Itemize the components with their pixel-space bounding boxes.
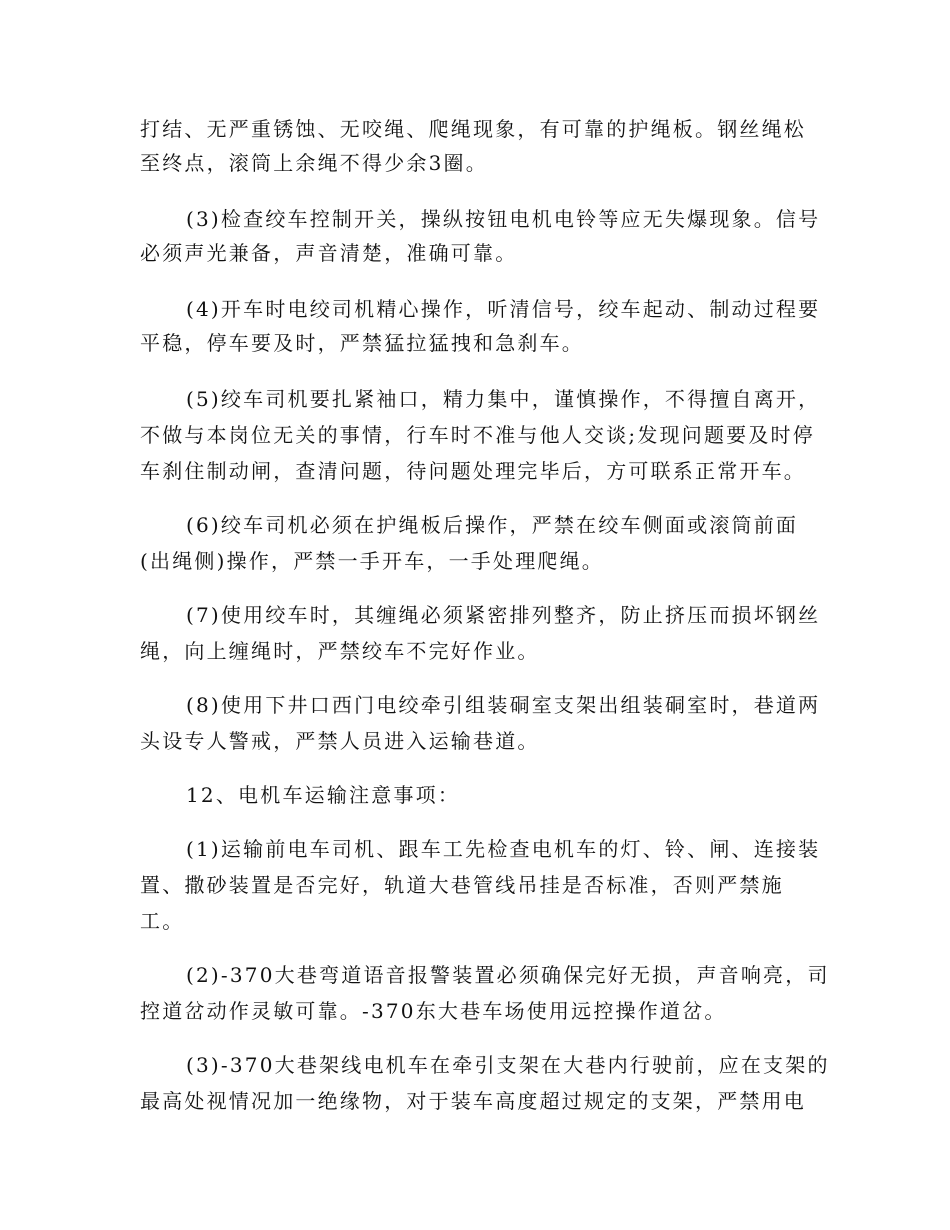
text-line: (1)运输前电车司机、跟车工先检查电机车的灯、铃、闸、连接装	[186, 837, 821, 861]
text-line: (4)开车时电绞司机精心操作，听清信号，绞车起动、制动过程要	[186, 297, 821, 321]
text-line: (7)使用绞车时，其缠绳必须紧密排列整齐，防止挤压而损坏钢丝	[186, 603, 821, 627]
text-line: 不做与本岗位无关的事情，行车时不准与他人交谈;发现问题要及时停	[140, 423, 815, 447]
text-line: (出绳侧)操作，严禁一手开车，一手处理爬绳。	[140, 549, 605, 573]
text-line: (3)-370大巷架线电机车在牵引支架在大巷内行驶前，应在支架的	[186, 1053, 830, 1077]
text-line: 车刹住制动闸，查清问题，待问题处理完毕后，方可联系正常开车。	[140, 459, 806, 483]
text-line: 控道岔动作灵敏可靠。-370东大巷车场使用远控操作道岔。	[140, 999, 727, 1023]
text-line: 头设专人警戒，严禁人员进入运输巷道。	[140, 729, 540, 753]
text-line: 工。	[140, 909, 185, 933]
text-line: 至终点，滚筒上余绳不得少余3圈。	[140, 151, 488, 175]
text-line: 置、撒砂装置是否完好，轨道大巷管线吊挂是否标准，否则严禁施	[140, 873, 784, 897]
text-line: (5)绞车司机要扎紧袖口，精力集中，谨慎操作，不得擅自离开，	[186, 387, 821, 411]
text-line: (3)检查绞车控制开关，操纵按钮电机电铃等应无失爆现象。信号	[186, 207, 821, 231]
text-line: (2)-370大巷弯道语音报警装置必须确保完好无损，声音响亮，司	[186, 963, 830, 987]
section-heading: 12、电机车运输注意事项：	[186, 783, 461, 807]
text-line: 必须声光兼备，声音清楚，准确可靠。	[140, 241, 518, 265]
text-line: (8)使用下井口西门电绞牵引组装硐室支架出组装硐室时，巷道两	[186, 693, 821, 717]
text-line: 打结、无严重锈蚀、无咬绳、爬绳现象，有可靠的护绳板。钢丝绳松	[140, 117, 806, 141]
text-line: 平稳，停车要及时，严禁猛拉猛拽和急刹车。	[140, 331, 584, 355]
text-line: 最高处视情况加一绝缘物，对于装车高度超过规定的支架，严禁用电	[140, 1089, 806, 1113]
text-line: 绳，向上缠绳时，严禁绞车不完好作业。	[140, 639, 540, 663]
text-line: (6)绞车司机必须在护绳板后操作，严禁在绞车侧面或滚筒前面	[186, 513, 799, 537]
